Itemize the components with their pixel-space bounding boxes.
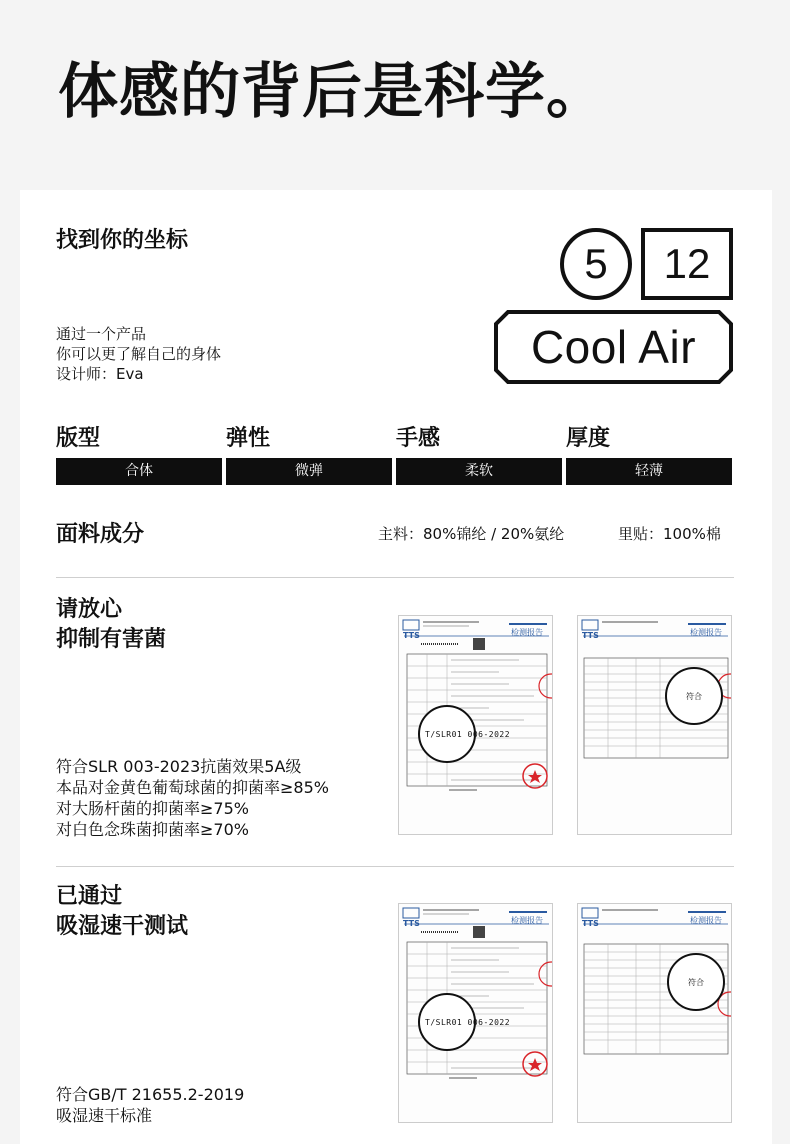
report-label: 检测报告 [690,628,722,637]
attribute-label: 厚度 [566,426,611,451]
report-brand-mark: TTS [403,919,420,928]
report-label: 检测报告 [690,916,722,925]
antibacterial-details [56,756,329,840]
product-name: Cool Air [530,321,697,373]
coordinate-description [56,324,221,384]
fabric-title: 面料成分 [56,522,145,547]
magnified-standard-text: T/SLR01 006-2022 [425,1018,511,1027]
detail-line: 对大肠杆菌的抑菌率≥75% [56,799,249,818]
title-line: 请放心 [56,597,123,622]
detail-line: 本品对金黄色葡萄球菌的抑菌率≥85% [56,778,329,797]
product-name-badge [494,310,733,384]
attribute-value: 合体 [56,458,222,485]
antibacterial-report-page-2 [577,615,732,835]
fabric-main-material: 主料：80%锦纶 / 20%氨纶 [378,525,565,543]
attribute-thickness [566,422,732,485]
report-brand-mark: TTS [582,919,599,928]
description-line: 设计师：Eva [56,365,144,383]
section-divider [56,866,734,867]
section-divider [56,577,734,578]
title-line: 吸湿速干测试 [56,913,189,939]
attribute-value: 微弹 [226,458,392,485]
coordinate-title: 找到你的坐标 [56,228,189,253]
attribute-elasticity [226,422,392,485]
moisture-report-page-2 [577,903,732,1123]
report-brand-mark: TTS [582,631,599,640]
moisture-title [56,882,188,941]
attribute-value: 柔软 [396,458,562,485]
detail-line: 符合GB/T 21655.2-2019 [56,1085,245,1104]
antibacterial-report-page-1 [398,615,553,835]
title-line: 已通过 [56,884,123,909]
moisture-report-page-1 [398,903,553,1123]
headline: 体感的背后是科学。 [58,57,607,127]
antibacterial-title [56,595,166,654]
moisture-details [56,1084,244,1126]
report-brand-mark: TTS [403,631,420,640]
attribute-label: 手感 [396,426,441,451]
attribute-label: 弹性 [226,426,271,451]
attribute-fit [56,422,222,485]
title-line: 抑制有害菌 [56,626,167,652]
description-line: 通过一个产品 [56,325,147,343]
detail-line: 符合SLR 003-2023抗菌效果5A级 [56,757,302,776]
magnified-result-text: 符合 [686,692,702,701]
detail-line: 吸湿速干标准 [56,1106,153,1125]
description-line: 你可以更了解自己的身体 [56,345,222,363]
attribute-value: 轻薄 [566,458,732,485]
info-card [20,190,772,1144]
attribute-feel [396,422,562,485]
report-label: 检测报告 [511,628,543,637]
report-label: 检测报告 [511,916,543,925]
attribute-label: 版型 [56,426,101,451]
circle-number-badge: 5 [560,228,632,300]
magnified-result-text: 符合 [688,978,704,987]
magnified-standard-text: T/SLR01 006-2022 [425,730,511,739]
fabric-lining: 里贴：100%棉 [618,525,721,543]
detail-line: 对白色念珠菌抑菌率≥70% [56,820,249,839]
square-number-badge: 12 [641,228,733,300]
